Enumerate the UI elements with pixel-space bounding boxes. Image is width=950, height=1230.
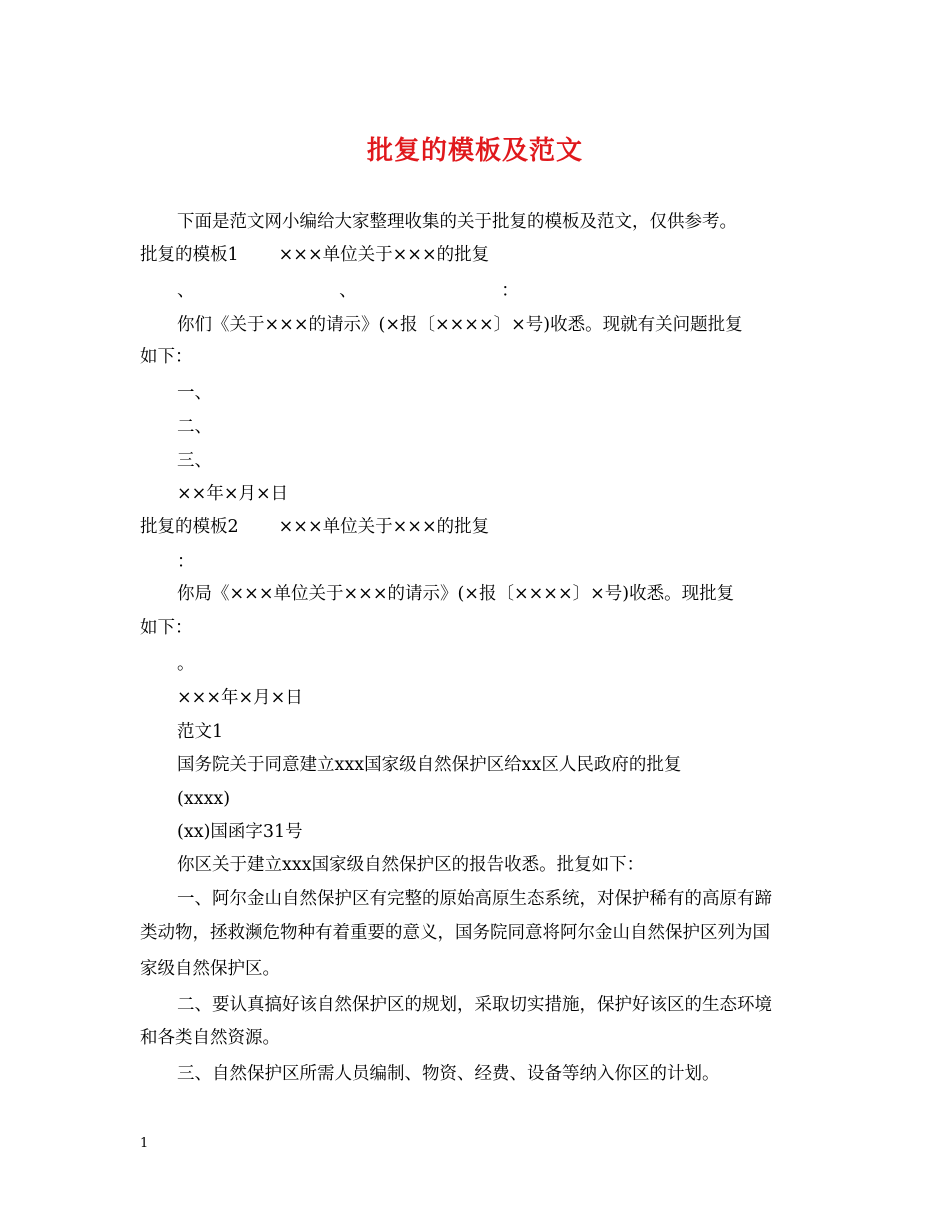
sample-1-point-2: 二、要认真搞好该自然保护区的规划，采取切实措施，保护好该区的生态环境	[177, 995, 772, 1015]
addressee-line: ：	[177, 552, 195, 572]
body-paragraph-cont: 如下：	[140, 618, 193, 638]
sample-1-point-1: 一、阿尔金山自然保护区有完整的原始高原生态系统，对保护稀有的高原有蹄	[177, 889, 772, 909]
period-line: 。	[177, 654, 195, 674]
body-paragraph: 你们《关于×××的请示》(×报〔××××〕×号)收悉。现就有关问题批复	[177, 315, 743, 335]
sample-1-doc-number: (xx)国函字31号	[177, 822, 303, 842]
sample-1-year: (xxxx)	[177, 789, 231, 809]
sample-1-intro: 你区关于建立xxx国家级自然保护区的报告收悉。批复如下：	[177, 855, 645, 875]
sample-1-point-1-cont: 类动物，拯救濒危物种有着重要的意义，国务院同意将阿尔金山自然保护区列为国	[140, 923, 770, 943]
list-item-3: 三、	[177, 451, 212, 471]
addressee-line: 、 、 ：	[177, 281, 519, 301]
template-2-label: 批复的模板2	[140, 517, 239, 537]
intro-paragraph: 下面是范文网小编给大家整理收集的关于批复的模板及范文，仅供参考。	[177, 212, 737, 232]
sample-1-label: 范文1	[177, 722, 224, 742]
sample-1-point-1-cont: 家级自然保护区。	[140, 959, 280, 979]
date-line: ×××年×月×日	[177, 688, 303, 708]
sample-1-point-2-cont: 和各类自然资源。	[140, 1028, 280, 1048]
page-number: 1	[140, 1136, 149, 1151]
list-item-1: 一、	[177, 383, 212, 403]
date-line: ××年×月×日	[177, 484, 289, 504]
template-1-subject: ×××单位关于×××的批复	[278, 245, 490, 265]
template-2-heading	[140, 515, 489, 539]
sample-1-title: 国务院关于同意建立xxx国家级自然保护区给xx区人民政府的批复	[177, 755, 682, 775]
body-paragraph: 你局《×××单位关于×××的请示》(×报〔××××〕×号)收悉。现批复	[177, 584, 735, 604]
list-item-2: 二、	[177, 417, 212, 437]
sample-1-point-3: 三、自然保护区所需人员编制、物资、经费、设备等纳入你区的计划。	[177, 1064, 720, 1084]
body-paragraph-cont: 如下：	[140, 347, 193, 367]
template-1-heading	[140, 243, 489, 267]
document-title: 批复的模板及范文	[366, 136, 583, 166]
template-2-subject: ×××单位关于×××的批复	[278, 517, 490, 537]
template-1-label: 批复的模板1	[140, 245, 239, 265]
